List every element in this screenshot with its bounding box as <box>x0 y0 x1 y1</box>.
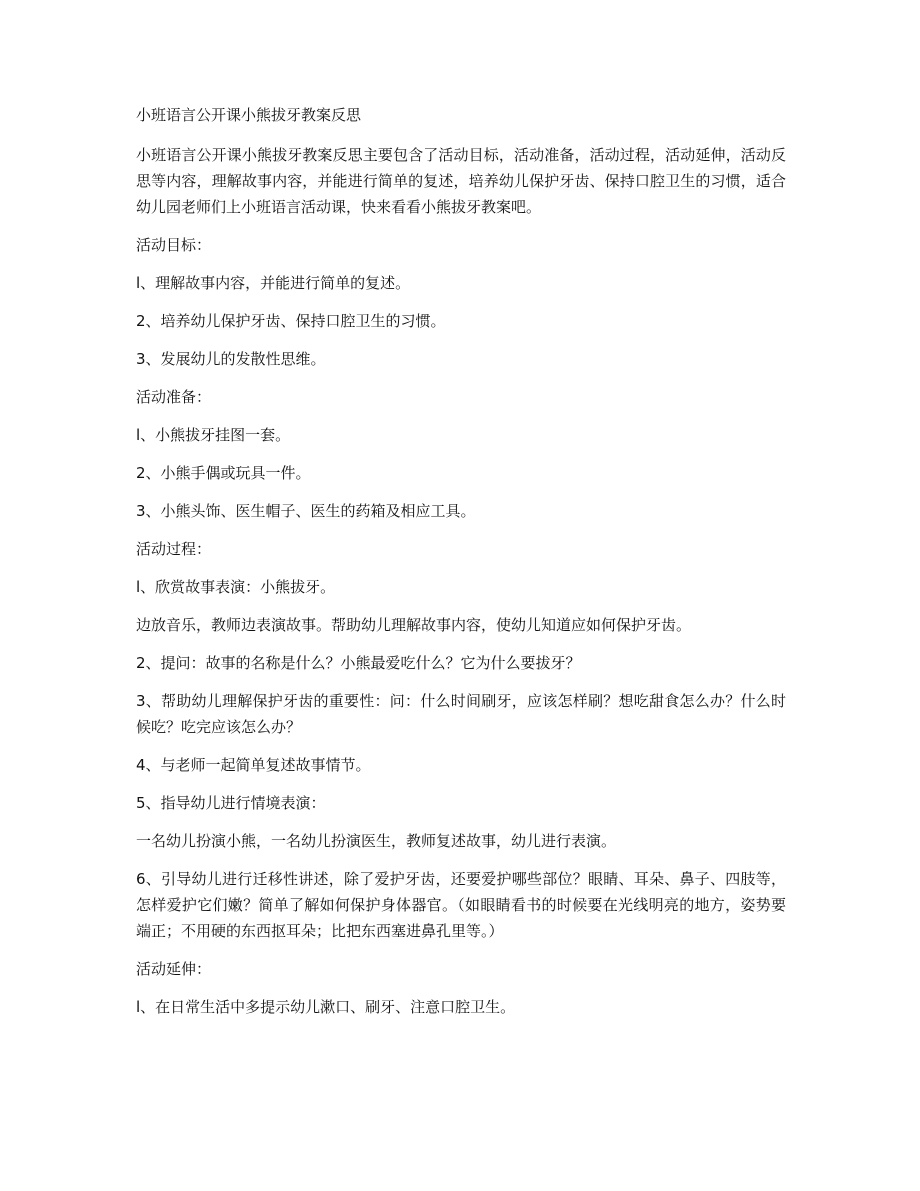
process-item-5: 5、指导幼儿进行情境表演： <box>136 794 326 812</box>
section-heading-goals: 活动目标： <box>136 236 212 254</box>
section-heading-extension: 活动延伸： <box>136 960 212 978</box>
process-item-6: 6、引导幼儿进行迁移性讲述，除了爱护牙齿，还要爱护哪些部位？眼睛、耳朵、鼻子、四肢等，怎样爱护它们嫩？简单了解如何保护身体器官。（如眼睛看书的时候要在光线明亮的地方，姿势要端正；不用硬的东西抠耳朵；比把东西塞进鼻孔里等。） <box>136 870 786 940</box>
document-page <box>136 104 786 1032</box>
process-item-1-detail: 边放音乐，教师边表演故事。帮助幼儿理解故事内容，使幼儿知道应如何保护牙齿。 <box>136 616 692 634</box>
goal-item-1: l、理解故事内容，并能进行简单的复述。 <box>136 274 411 292</box>
document-title: 小班语言公开课小熊拔牙教案反思 <box>136 106 362 124</box>
process-item-4: 4、与老师一起简单复述故事情节。 <box>136 756 371 774</box>
preparation-item-2: 2、小熊手偶或玩具一件。 <box>136 464 311 482</box>
intro-paragraph: 小班语言公开课小熊拔牙教案反思主要包含了活动目标，活动准备，活动过程，活动延伸，活动反思等内容，理解故事内容，并能进行简单的复述，培养幼儿保护牙齿、保持口腔卫生的习惯，适合幼儿园老师们上小班语言活动课，快来看看小熊拔牙教案吧。 <box>136 146 786 216</box>
section-heading-preparation: 活动准备： <box>136 388 212 406</box>
process-item-5-detail: 一名幼儿扮演小熊，一名幼儿扮演医生，教师复述故事，幼儿进行表演。 <box>136 832 617 850</box>
process-item-3: 3、帮助幼儿理解保护牙齿的重要性：问：什么时间刷牙，应该怎样刷？想吃甜食怎么办？什么时候吃？吃完应该怎么办？ <box>136 692 786 736</box>
process-item-1: l、欣赏故事表演：小熊拔牙。 <box>136 578 336 596</box>
section-heading-process: 活动过程： <box>136 540 212 558</box>
goal-item-2: 2、培养幼儿保护牙齿、保持口腔卫生的习惯。 <box>136 312 446 330</box>
goal-item-3: 3、发展幼儿的发散性思维。 <box>136 350 326 368</box>
preparation-item-3: 3、小熊头饰、医生帽子、医生的药箱及相应工具。 <box>136 502 476 520</box>
extension-item-1: l、在日常生活中多提示幼儿漱口、刷牙、注意口腔卫生。 <box>136 998 516 1016</box>
preparation-item-1: l、小熊拔牙挂图一套。 <box>136 426 291 444</box>
process-item-2: 2、提问：故事的名称是什么？小熊最爱吃什么？它为什么要拔牙？ <box>136 654 581 672</box>
